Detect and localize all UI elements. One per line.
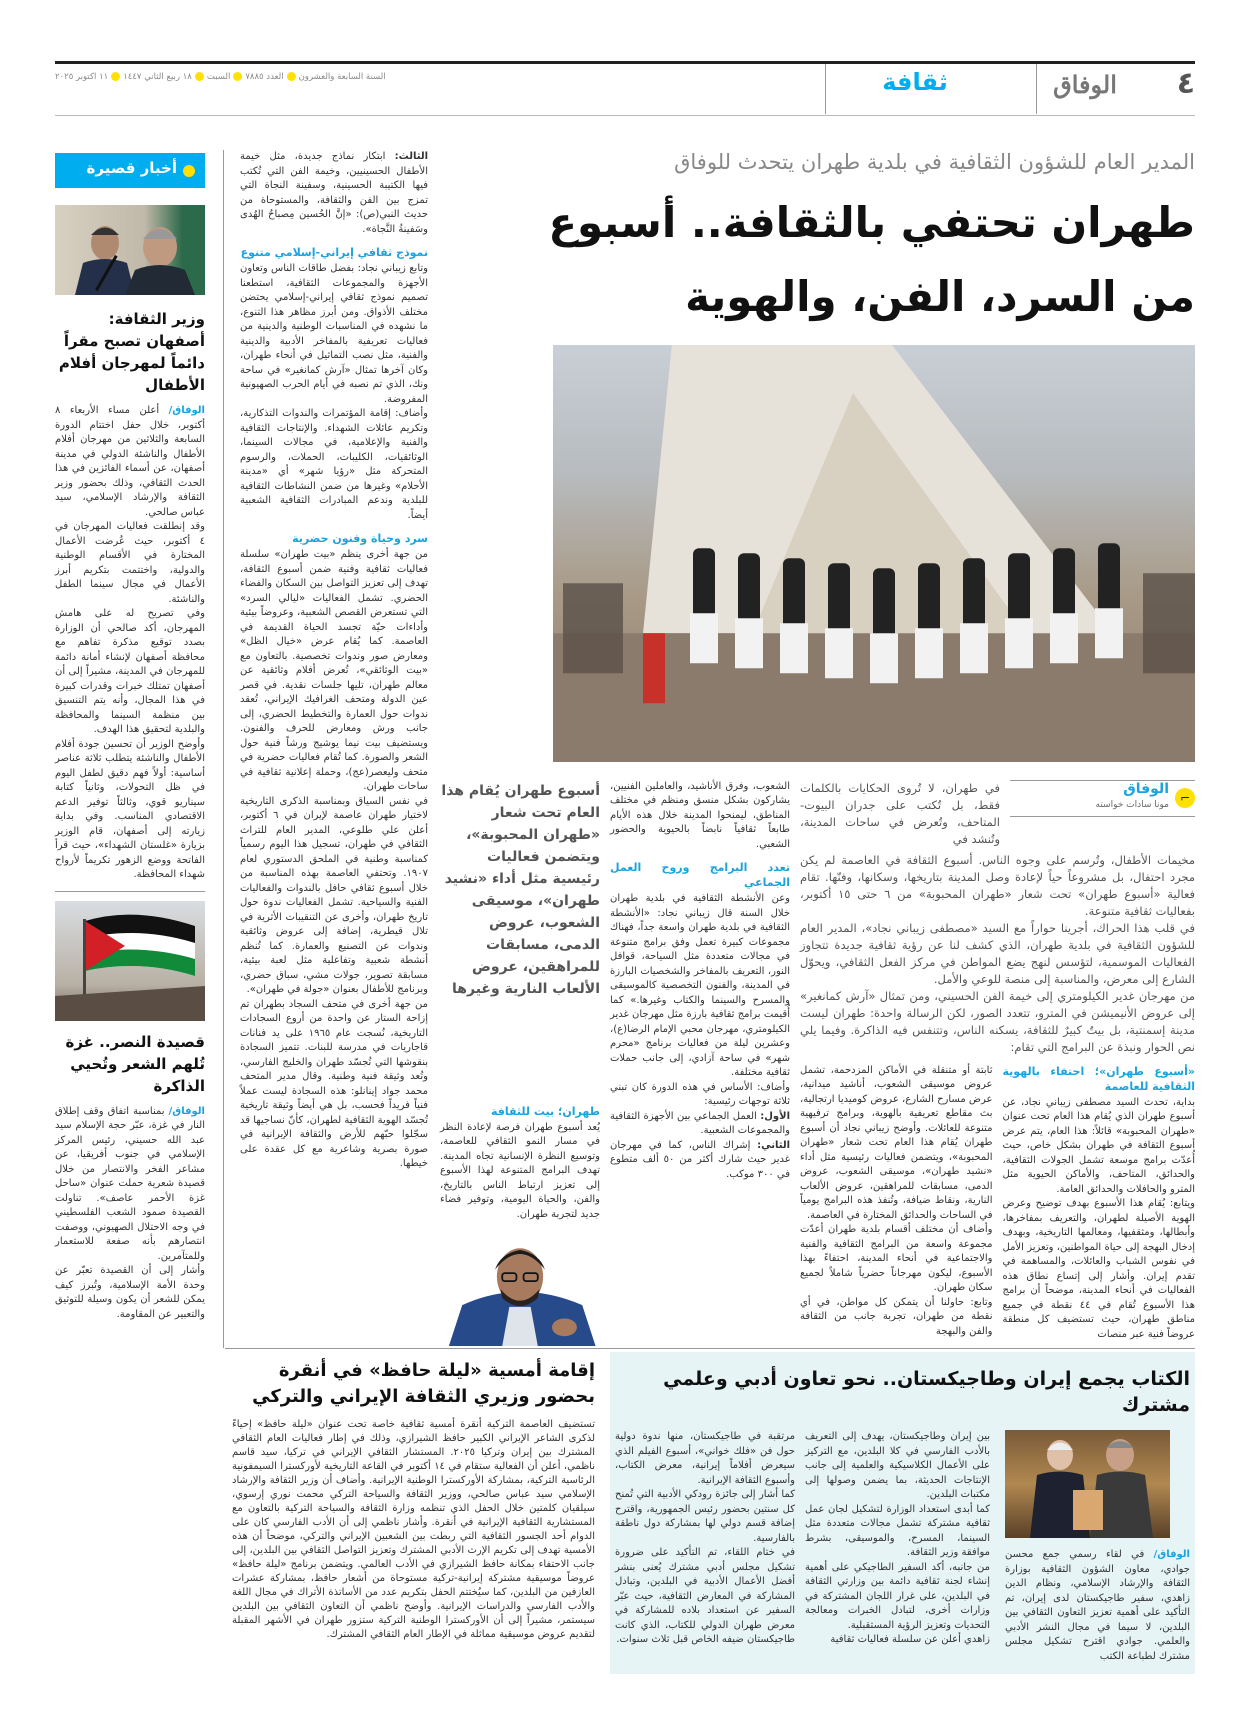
label: الثالث:: [394, 151, 428, 162]
text: في لقاء رسمي جمع محسن جوادي، معاون الشؤون الثقافية بوزارة الثقافة والإرشاد الإسلامي، ونظام الدين زاهدي، سفير طاجيكستان لدى إيران، تم التأكيد على أهمية تعزيز التعاون الثقافي بين البلدين، لا سيما في مجال النشر الأدبي والعلمي. جوادي اقترح تشكيل مجلس مشترك لطباعة الكتب: [1005, 1549, 1190, 1662]
dot-icon: [287, 72, 296, 81]
paragraph: وأضاف: إقامة المؤتمرات والندوات التذكارية، وتكريم عائلات الشهداء. والإنتاجات الثقافية والفنية والإعلامية، في مجالات السينما، الوثائقيات، الكليبات، الحملات، والرسوم المتحركة مثل «رؤيا شهر» أي «مدينة الأحلام» وغيرها من ضمن النشاطات الثقافية للبلدية وندعم المبادرات الثقافية الشعبية أيضاً.: [240, 408, 428, 521]
subheading: تعدد البرامج وروح العمل الجماعي: [610, 861, 790, 889]
section-title: ثقافة: [882, 68, 948, 96]
paragraph: يُعد أسبوع طهران فرصة لإعادة النظر في مسار النمو الثقافي للعاصمة، وتوسيع النظرة الإنسانية تجاه المدينة. تهدف البرامج المتنوعة لهذا الأسبوع إلى تعزيز ارتباط الناس بالتاريخ، والفن، والحياة اليومية، وتوفير فضاء جديد لتجربة طهران.: [440, 1121, 600, 1220]
dot-icon: [111, 72, 120, 81]
paragraph: وتابع: حاولنا أن يتمكن كل مواطن، في أي نقطة من طهران، تجربة جانب من الثقافة والفن والبهجة: [800, 1296, 993, 1337]
paragraph: وأضاف: الأساس في هذه الدورة كان تبني ثلاثة توجهات رئيسية:: [610, 1081, 790, 1107]
intro-paragraph: في قلب هذا الحراك، أجرينا حواراً مع السيد «مصطفى زيباني نجاد»، المدير العام للشؤون الثقافية في بلدية طهران، الذي كشف لنا عن رؤية ثقافية جديدة تتجاوز الفعاليات الموسمية، لتؤسس لنهج يضع المواطن في مركز الفعل الثقافي، ويحوّل الشارع إلى معرض، والمناسبة إلى منصة للوعي والأمل.: [800, 920, 1195, 986]
byline-logo: الوفاق: [1123, 780, 1169, 797]
paragraph: بداية، تحدث السيد مصطفى زيباني نجاد، عن أسبوع طهران الذي يُقام هذا العام تحت عنوان «طهران المحبوبة» قائلاً: هذا العام، يتم عرض أسبوع الثقافة في طهران بشكل خاص، حيث أُعدّت برامج موسعة تشمل الجولات الثقافية، والحدائق، المتاحف، والأماكن الحيوية مثل المترو والحافلات والحدائق العامة.: [1002, 1096, 1195, 1195]
dot-icon: [183, 165, 195, 177]
dateline: [55, 72, 395, 82]
paragraph: زاهدي أعلن عن سلسلة فعاليات ثقافية: [830, 1634, 990, 1645]
logo: الوفاق: [1053, 70, 1117, 99]
paragraph: مرتقبة في طاجيكستان، منها ندوة دولية حول فن «فلك خواني»، أسبوع الفيلم الذي سيعرض أفلاماً إيرانية، معرض الكتاب، وأسبوع الثقافة الإيرانية.: [615, 1431, 795, 1486]
photo-illustration: [55, 205, 205, 295]
paragraph: الشعوب، وفرق الأناشيد، والعاملين الفنيين، يشاركون بشكل منسق ومنظم في مختلف المناطق، ليمنحوا المدينة خلال هذه الأيام طابعاً ثقافياً نابضاً بالحيوية والحضور الشعبي.: [610, 780, 790, 850]
photo-illustration: [553, 345, 1195, 762]
masthead-divider: [1036, 64, 1037, 114]
photo-illustration: [1005, 1430, 1170, 1538]
hafez-body: تستضيف العاصمة التركية أنقرة أمسية ثقافية خاصة تحت عنوان «ليلة حافظ» إحياءً لذكرى الشاعر الإيراني الكبير حافظ الشيرازي، وذلك في إطار فعاليات العام الثقافي المشترك بين إيران وتركيا ٢٠٢٥. المستشار الثقافي الإيراني في تركيا، سيد قاسم ناظمي، أعلن أن الفعالية ستقام في ١٤ أكتوبر في القاعة التاريخية لأوركسترا السيمفونية الرئاسية التركية، بمشاركة الأوركسترا الوطنية الإيرانية. وأضاف أن وزير الثقافة والإرشاد الإسلامي سيد عباس صالحي، ووزير الثقافة والسياحة التركي محمت نوري إرسوي، سيلقيان كلمتين خلال الحفل الذي تنظمه وزارة الثقافة والسياحة التركية بالتعاون مع المستشارية الثقافية الإيرانية في أنقرة. وأشار ناظمي إلى أن الأدب الفارسي كان على الدوام أحد الجسور الثقافية التي ربطت بين الشعبين الإيراني والتركي، موضحاً أن هذه الأمسية تهدف إلى تكريم الإرث الأدبي المشترك وتعزيز التواصل الثقافي بين البلدين، إلى جانب الاحتفاء بمكانة حافظ الشيرازي في الأدب العالمي. ويتضمن برنامج «ليلة حافظ» عروضاً موسيقية مشتركة إيرانية-تركية مستوحاة من أشعار حافظ، بمشاركة عشرات العازفين من البلدين، كما سيُختتم الحفل بتكريم عدد من الأساتذة الأتراك في مجال اللغة والأدب الفارسي والدراسات الإيرانية. وأوضح ناظمي أن التعاون الثقافي بين البلدين سيستمر، مشيراً إلى أن الأوركسترا الوطنية التركية ستزور طهران في الأشهر المقبلة لتقديم عروض موسيقية مماثلة في الإطار العام الثقافي المشترك.: [232, 1419, 596, 1640]
article-column: [615, 1430, 795, 1648]
hijri-date: ١٨ ربيع الثاني ١٤٤٧: [123, 72, 192, 82]
byline: [1010, 780, 1195, 817]
palestine-flag-photo: [55, 901, 205, 1021]
kicker: المدير العام للشؤون الثقافية في بلدية طهران يتحدث للوفاق: [674, 150, 1195, 174]
text: إشراك الناس، كما في مهرجان غدير حيث شارك أكثر من ٥٠ ألف متطوع في ٣٠٠ موكب.: [610, 1139, 790, 1180]
paragraph: وقد إنطلقت فعاليات المهرجان في ٤ أكتوبر، حيث عُرضت الأعمال المختارة في الأقسام الوطنية والدولية، واختتمت بتكريم أبرز الأعمال في مجال سينما الطفل والناشئة.: [55, 521, 205, 605]
paragraph: [55, 1105, 205, 1265]
article-column: [240, 150, 428, 1172]
article-column: [1005, 1548, 1190, 1664]
paragraph: بين إيران وطاجيكستان، يهدف إلى التعريف بالأدب الفارسي في كلا البلدين، مع التركيز على الأعمال الكلاسيكية والعلمية إلى جانب الإنتاجات الحديثة، بما يضمن وصولها إلى مكتبات البلدين.: [805, 1431, 990, 1500]
paragraph: في نفس السياق وبمناسبة الذكرى التاريخية لاختيار طهران عاصمة لإيران في ٦ أكتوبر، أعلن علي طلوعي، المدير العام للتراث الثقافي في طهران، تسجيل هذا اليوم رسمياً كمناسبة وطنية في الملحق الدستوري لعام ١٩٠٧. وتحتفي العاصمة بهذه المناسبة من خلال أسبوع ثقافي حافل بالندوات والفعاليات الفنية والسياحية. تشمل الفعاليات ندوة حول تاريخ طهران، وأخرى عن التنقيبات الأثرية في تلال قيطرية، إضافة إلى عروض وثائقية وندوات عن التصنيع والعمارة. كما تُنظم أنشطة شعبية وتفاعلية مثل لعبة بيئية، مسابقة تصوير، جولات مشي، سباق حضري، وبرنامج للأطفال بعنوان «جولة في طهران».: [240, 795, 428, 995]
news2-body: [55, 1105, 205, 1323]
sidebar-divider: [55, 891, 205, 892]
byline-author: مونا سادات خواسته: [1095, 799, 1169, 810]
headline-line: بحضور وزيري الثقافة الإيراني والتركي: [252, 1386, 595, 1407]
masthead-top-rule: [55, 61, 1195, 64]
source-tag: الوفاق/: [1153, 1549, 1190, 1560]
subheading: طهران؛ بيت للثقافة: [491, 1104, 600, 1118]
subheading: سرد وحياة وفنون حضرية: [292, 532, 428, 545]
paragraph: وأضاف أن مختلف أقسام بلدية طهران أعدّت مجموعة واسعة من البرامج الثقافية والفنية والاجتماعية في أنحاء المدينة، احتفاءً بهذا الأسبوع، ليكون مهرجاناً حضرياً شاملاً لجميع سكان طهران.: [800, 1224, 993, 1293]
news2-headline: قصيدة النصر.. غزة تُلهم الشعر وتُحيي الذاكرة: [65, 1032, 205, 1095]
tajikistan-headline: الكتاب يجمع إيران وطاجيكستان.. نحو تعاون أدبي وعلمي مشترك: [663, 1368, 1190, 1416]
paragraph: من جانبه، أكد السفير الطاجيكي على أهمية إنشاء لجنة ثقافية دائمة بين وزارتي الثقافة في البلدين، على غرار اللجان المشتركة في وزارات أخرى، لتبادل الخبرات ومعالجة التحديات وتعزيز الرؤية المستقبلية.: [805, 1561, 990, 1631]
paragraph: وأشار إلى أن القصيدة تعبّر عن وحدة الأمة الإسلامية، وتُبرز كيف يمكن للشعر أن يكون وسيلة للتوثيق والتعبير عن المقاومة.: [55, 1265, 205, 1320]
intro-paragraph: مخيمات الأطفال، وتُرسم على وجوه الناس. أسبوع الثقافة في العاصمة لم يكن مجرد احتفال، بل مشروعاً حياً لإعادة وصل المدينة بتاريخها، وسكانها، وفنّها. تقام فعالية «أسبوع طهران» تحت شعار «طهران المحبوبة» من ٦ حتى ١٥ أكتوبر، بفعاليات ثقافية متنوعة.: [800, 852, 1196, 918]
headline-line: من السرد، الفن، والهوية: [685, 272, 1195, 321]
minister-press-photo: [55, 205, 205, 295]
volume: السنة السابعة والعشرون: [298, 72, 386, 82]
article-columns: [800, 1064, 1195, 1343]
paragraph: وفي تصريح له على هامش المهرجان، أكد صالحي أن الوزارة بصدد توقيع مذكرة تفاهم مع محافظة أصفهان لإنشاء أمانة دائمة للمهرجان في المدينة، مشيراً إلى أن أصفهان تمتلك خبرات وقدرات كبيرة في هذا المجال، وأنه يتم التنسيق بين منظمة السينما والمحافظة والبلدية لتحقيق هذا الهدف.: [55, 608, 205, 735]
hafez-headline: [232, 1358, 595, 1410]
byline-marker-icon: ⌐: [1175, 788, 1195, 808]
paragraph: وأوضح الوزير أن تحسين جودة أفلام الأطفال والناشئة يتطلب ثلاثة عناصر أساسية: أولاً فهم دقيق لطفل اليوم في ظل التحولات، وثانياً كتابة سيناريو قوي، وثالثاً توفير الدعم الاقتصادي المناسب. وفي بداية زيارته إلى أصفهان، قام الوزير بزيارة «غلستان الشهداء»، حيث قرأ الفاتحة ووضع الزهور تكريماً لأرواح شهداء المحافظة.: [55, 738, 205, 880]
article-column: [610, 780, 790, 1183]
article-column: [440, 1104, 600, 1223]
headline-line: طهران تحتفي بالثقافة.. أسبوع: [548, 198, 1195, 247]
news1-headline: وزير الثقافة: أصفهان تصبح مقراً دائماً لمهرجان أفلام الأطفال: [58, 310, 205, 394]
page-number: ٤: [1176, 66, 1195, 101]
issue-number: العدد ٧٨٨٥: [245, 72, 284, 82]
source-tag: الوفاق/: [168, 1105, 205, 1117]
news1-body: [55, 404, 205, 883]
article-column: [805, 1430, 990, 1648]
paragraph: [240, 150, 428, 237]
text: أعلن مساء الأربعاء ٨ أكتوبر، خلال حفل اختتام الدورة السابعة والثلاثين من مهرجان أفلام الأطفال والناشئة الدولي في مدينة أصفهان، عن أسماء الفائزين في هذا الحدث الثقافي، وذلك بحضور وزير الثقافة والإرشاد الإسلامي، سيد عباس صالحي.: [55, 405, 205, 518]
text: بمناسبة اتفاق وقف إطلاق النار في غزة، عبّر حجة الإسلام سيد عبد الله حسيني، رئيس المركز الإسلامي في جنوب أفريقيا، عن مشاعر الفخر والانتصار من خلال قصيدة شعرية حملت عنوان «ساحل غزة الأحمر عاصف». تناولت القصيدة صمود الشعب الفلسطيني في وجه الاحتلال الصهيوني، ووصفت انتصارهم بأنه صفعة للاستعمار وللمتآمرين.: [55, 1105, 205, 1262]
paragraph: وعن الأنشطة الثقافية في بلدية طهران خلال السنة قال زيباني نجاد: «الأنشطة الثقافية في بلدية طهران واسعة جداً، فهناك مجموعات كبيرة تعمل وفق برامج متنوعة في مجالات متعددة مثل السياحة، قوافل النور، التعريف بالمفاخر والشخصيات البارزة في المدينة، والفنون التخصصية كالموسيقى والمسرح والسينما والكتاب وغيرها.» كما أُقيمت برامج ثقافية بارزة مثل مهرجان غدير الكيلومتري، مهرجان محبي الإمام الرضا(ع)، وعشرين ليلة من فعاليات برنامج «محرم شهر» في ساحة آزادي، إلى جانب حملات ثقافية مختلفة.: [610, 893, 790, 1078]
interviewee-photo: [440, 1230, 600, 1346]
weekday: السبت: [206, 72, 231, 82]
subheading: نموذج ثقافي إيراني-إسلامي متنوع: [240, 246, 428, 259]
intro-top: في طهران، لا تُروى الحكايات بالكلمات فقط، بل تُكتب على جدران البيوت-المتاحف، وتُعرض في ساحات المدينة، وتُنشد في: [800, 780, 1000, 846]
intro: [800, 852, 1195, 1056]
paragraph: ثابتة أو متنقلة في الأماكن المزدحمة، تشمل عروض موسيقى الشعوب، أناشيد ميدانية، عرض مسارح الشارع، عروض كوميديا ارتجالية، بث مقاطع تعريفية بالهوية، وبرامج ترفيهية متنوعة للعائلات. وأوضح زيباني نجاد أن أسبوع طهران يُقام هذا العام تحت شعار «طهران المحبوبة»، ويتضمن فعاليات رئيسية مثل أداء «نشيد طهران»، موسيقى الشعوب، عروض الدمى، مسابقات للمراهقين، عروض الألعاب النارية، ونقاط ضيافة، وتُنفذ هذه البرامج يومياً في الساحات والحدائق المختارة في العاصمة.: [800, 1064, 993, 1221]
short-news-box: [55, 153, 205, 188]
paragraph: كما أشار إلى جائزة رودكي الأدبية التي تُمنح كل سنتين بحضور رئيس الجمهورية، واقترح إضافة قسم دولي لها بمشاركة دول ناطقة بالفارسية.: [615, 1489, 795, 1544]
meeting-photo: [1005, 1430, 1170, 1538]
source-tag: الوفاق/: [168, 405, 205, 416]
label: الثاني:: [757, 1139, 790, 1151]
paragraph: [610, 1139, 790, 1183]
section-divider: [225, 1348, 1195, 1349]
masthead-divider: [825, 64, 826, 114]
dot-icon: [233, 72, 242, 81]
flag-illustration: [55, 901, 205, 1021]
paragraph: [610, 1110, 790, 1139]
pull-quote: أسبوع طهران يُقام هذا العام تحت شعار «طهران المحبوبة»، ويتضمن فعاليات رئيسية مثل أداء «نشيد طهران»، موسيقى الشعوب، عروض الدمى، مسابقات للمراهقين، عروض الألعاب النارية وغيرها: [441, 782, 600, 997]
interviewee-illustration: [440, 1230, 600, 1346]
paragraph: كما أبدى استعداد الوزارة لتشكيل لجان عمل ثقافية مشتركة تشمل مجالات متعددة مثل السينما، المسرح، والموسيقى، بشرط موافقة وزير الثقافة.: [805, 1503, 990, 1558]
paragraph: من جهة أخرى ينظم «بيت طهران» سلسلة فعاليات ثقافية وفنية ضمن أسبوع الثقافة، تهدف إلى تعزيز التواصل بين السكان والفضاء الحضري. تشمل الفعاليات «ليالي السرد» التي تستعرض القصص الشعبية، وعروضاً بيئية وأداءات حيّة تجسد الحياة القديمة في العاصمة. كما يُقام عرض «خيال الظل» ومعارض صور وندوات تخصصية. بالتعاون مع «بيت الوثائقي»، تُعرض أفلام وثائقية عن معالم طهران، تليها جلسات نقدية. في قصر عين الدولة ومتحف الغرافيك الإيراني، تُعقد ندوات حول العمارة والتخطيط الحضري، إلى جانب ورش ومعارض للحرف والفنون. ويستضيف بيت نيما يوشيج ورشاً فنية حول الشعر والصورة. كما تُقام فعاليات حضرية في متحف وليعصر(عج)، وحملة إعلانية ثقافية في ساحات طهران.: [240, 549, 428, 792]
gregorian-date: ١١ اكتوبر ٢٠٢٥: [55, 72, 109, 82]
label: الأول:: [760, 1110, 790, 1122]
paragraph: وتابع زيباني نجاد: بفضل طاقات الناس وتعاون الأجهزة والمجموعات الثقافية، استطعنا تصميم نموذج ثقافي إيراني-إسلامي يحتضن مختلف الأذواق. ومن أبرز مظاهر هذا التنوع، ما نشهده في المناسبات الوطنية والدينية من فعاليات تعريفية بالمفاخر الأدبية والدينية والفنية، مثل نصب التماثيل في أنحاء طهران، وكان آخرها تمثال «آرش كمانغير» في ساحة ونك، الذي تم نصبه في أيام الحرب الصهيونية المفروضة.: [240, 263, 428, 405]
paragraph: ويتابع: يُقام هذا الأسبوع بهدف توضيح وعرض الهوية الأصيلة لطهران، والتعريف بمفاخرها، وأبطالها، ومثقفيها، ومعالمها التاريخية، وبهدف إدخال البهجة إلى حياة المواطنين، وتعزيز الأمل في نفوس الشباب والعائلات، والمساهمة في تقدم إيران. وأشار إلى إتساع نطاق هذه الفعاليات في أنحاء المدينة، موضحاً أن برامج هذا الأسبوع تُقام في ٤٤ نقطة في جميع مناطق طهران، حيث تستضيف كل منطقة عروضاً فنية عبر منصات: [1002, 1198, 1195, 1340]
paragraph: من جهة أخرى في متحف السجاد بطهران تم إزاحة الستار عن واحدة من أروع السجادات التاريخية، نُسجت عام ١٩٦٥ على يد فنانات قاجاريات في مدرسة للبنات. تتميز السجادة بنقوشها التي تُجسّد طهران والخليج الفارسي، وتُعد وثيقة فنية وطنية. وقال مدير المتحف محمد جواد إينانلو: هذه السجادة ليست عملاً فنياً فريداً فحسب، بل هي أيضاً وثيقة تاريخية تُجسّد الهوية الثقافية لطهران، كأنّ نساجيها قد سجّلوا حبّهم للأرض والثقافة الإيرانية في صورة بصرية وشاعرية مع كل عقدة على خيطها.: [240, 998, 428, 1169]
headline-line: إقامة أمسية «ليلة حافظ» في أنقرة: [278, 1360, 595, 1381]
text: ابتكار نماذج جديدة، مثل خيمة الأطفال الحسينيين، وخيمة الفن التي تُكتب فيها الكتيبة الحسينية، وسفينة النجاة التي تمزج بين الفن والثقافة، والمستوحاة من حديث النبي(ص): «إنَّ الحُسين مِصباحُ الهُدى وسَفينةُ النَّجاة».: [240, 151, 428, 235]
masthead-bottom-rule: [55, 115, 1195, 116]
subheading: «أسبوع طهران»؛ احتفاء بالهوية الثقافية للعاصمة: [1002, 1064, 1195, 1093]
text: العمل الجماعي بين الأجهزة الثقافية والمجموعات الشعبية.: [610, 1110, 790, 1136]
paragraph: [55, 404, 205, 520]
paragraph: [1005, 1548, 1190, 1664]
paragraph: في ختام اللقاء، تم التأكيد على ضرورة تشكيل مجلس أدبي مشترك يُعنى بنشر أفضل الأعمال الأدبية في البلدين، وتبادل المشاركة في المعارض الثقافية، حيث عبّر السفير عن استعداد بلاده للمشاركة في معرض طهران الدولي للكتاب، الذي كانت طاجيكستان ضيفه الخاص قبل ثلاث سنوات.: [615, 1547, 795, 1645]
intro-paragraph: من مهرجان غدير الكيلومتري إلى خيمة الفن الحسيني، ومن تمثال «آرش كمانغير» إلى عروض الأنيميشن في المترو، تتعدد الصور، لكن الرسالة واحدة: طهران ليست مدينة إسمنتية، بل بيتٌ كبيرٌ للثقافة، يسكنه الناس، وتتنفس فيه الذاكرة. وفيما يلي نص الحوار ونبذة عن البرامج التي تقام:: [800, 988, 1195, 1054]
column-divider: [223, 150, 224, 1348]
main-photo-folk-dancers-azadi-tower: [553, 345, 1195, 762]
dot-icon: [195, 72, 204, 81]
short-news-title: أخبار قصيرة: [86, 159, 177, 177]
headline: [548, 186, 1195, 334]
